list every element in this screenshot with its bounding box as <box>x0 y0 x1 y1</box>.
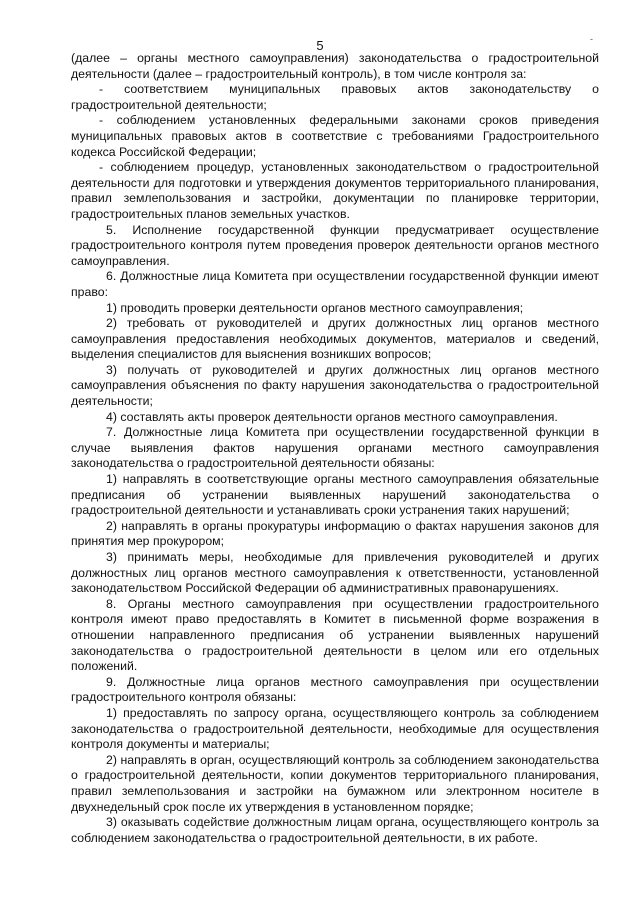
clause-7: 7. Должностные лица Комитета при осуществлении государственной функции в случае выявления фактов нарушения органами местного самоуправления законодательства о градостроительной деятельности обязаны: <box>71 425 599 471</box>
clause-5: 5. Исполнение государственной функции предусматривает осуществление градостроительного контроля путем проведения проверок деятельности органов местного самоуправления. <box>71 222 599 268</box>
clause-6-item-4: 4) составлять акты проверок деятельности органов местного самоуправления. <box>106 409 558 424</box>
clause-9-item-1: 1) предоставлять по запросу органа, осуществляющего контроль за соблюдением законодательства о градостроительной деятельности, необходимые для осуществления контроля документы и материалы; <box>71 705 599 752</box>
corner-mark: - <box>590 34 593 44</box>
clause-6-item-1: 1) проводить проверки деятельности органов местного самоуправления; <box>106 300 524 315</box>
clause-8: 8. Органы местного самоуправления при осуществлении градостроительного контроля имеют право предоставлять в Комитет в письменной форме возражения в отношении направленного предписания об устранении выявленных нарушений законодательства о градостроительной деятельности в целом или его отдельных положений. <box>71 596 599 674</box>
paragraph-continuation: (далее – органы местного самоуправления) законодательства о градостроительной деятельности (далее – градостроительный контроль), в том числе контроля за: <box>71 51 599 81</box>
clause-7-item-2: 2) направлять в органы прокуратуры информацию о фактах нарушения законов для принятия мер прокурором; <box>71 518 599 549</box>
list-item-dash: - соблюдением процедур, установленных законодательством о градостроительной деятельности для подготовки и утверждения документов территориального планирования, правил землепользования и застройки, документации по планировке территории, градостроительных планов земельных участков. <box>71 160 599 221</box>
page-number: 5 <box>316 38 324 53</box>
clause-6: 6. Должностные лица Комитета при осуществлении государственной функции имеют право: <box>71 269 599 299</box>
clause-7-item-3: 3) принимать меры, необходимые для привлечения руководителей и других должностных лиц органов местного самоуправления к ответственности, установленной законодательством Российской Федерации об административных правонарушениях. <box>71 550 599 596</box>
clause-9: 9. Должностные лица органов местного самоуправления при осуществлении градостроительного контроля обязаны: <box>71 674 599 705</box>
document-body <box>71 51 599 846</box>
clause-9-item-2: 2) направлять в орган, осуществляющий контроль за соблюдением законодательства о градостроительной деятельности, копии документов территориального планирования, правил землепользования и застройки на бумажном или электронном носителе в двухнедельный срок после их утверждения в установленном порядке; <box>71 752 599 814</box>
list-item-dash: - соблюдением установленных федеральными законами сроков приведения муниципальных правовых актов в соответствие с требованиями Градостроительного кодекса Российской Федерации; <box>71 113 599 159</box>
clause-9-item-3: 3) оказывать содействие должностным лицам органа, осуществляющего контроль за соблюдением законодательства о градостроительной деятельности, в их работе. <box>71 815 599 845</box>
clause-6-item-2: 2) требовать от руководителей и других должностных лиц органов местного самоуправления предоставления необходимых документов, материалов и сведений, выделения специалистов для выяснения возникших вопросов; <box>71 316 599 362</box>
list-item-dash: - соответствием муниципальных правовых актов законодательству о градостроительной деятельности; <box>71 82 599 112</box>
clause-6-item-3: 3) получать от руководителей и других должностных лиц органов местного самоуправления объяснения по факту нарушения законодательства о градостроительной деятельности; <box>71 362 599 409</box>
clause-7-item-1: 1) направлять в соответствующие органы местного самоуправления обязательные предписания об устранении выявленных нарушений законодательства о градостроительной деятельности и устанавливать сроки устранения таких нарушений; <box>71 472 599 518</box>
